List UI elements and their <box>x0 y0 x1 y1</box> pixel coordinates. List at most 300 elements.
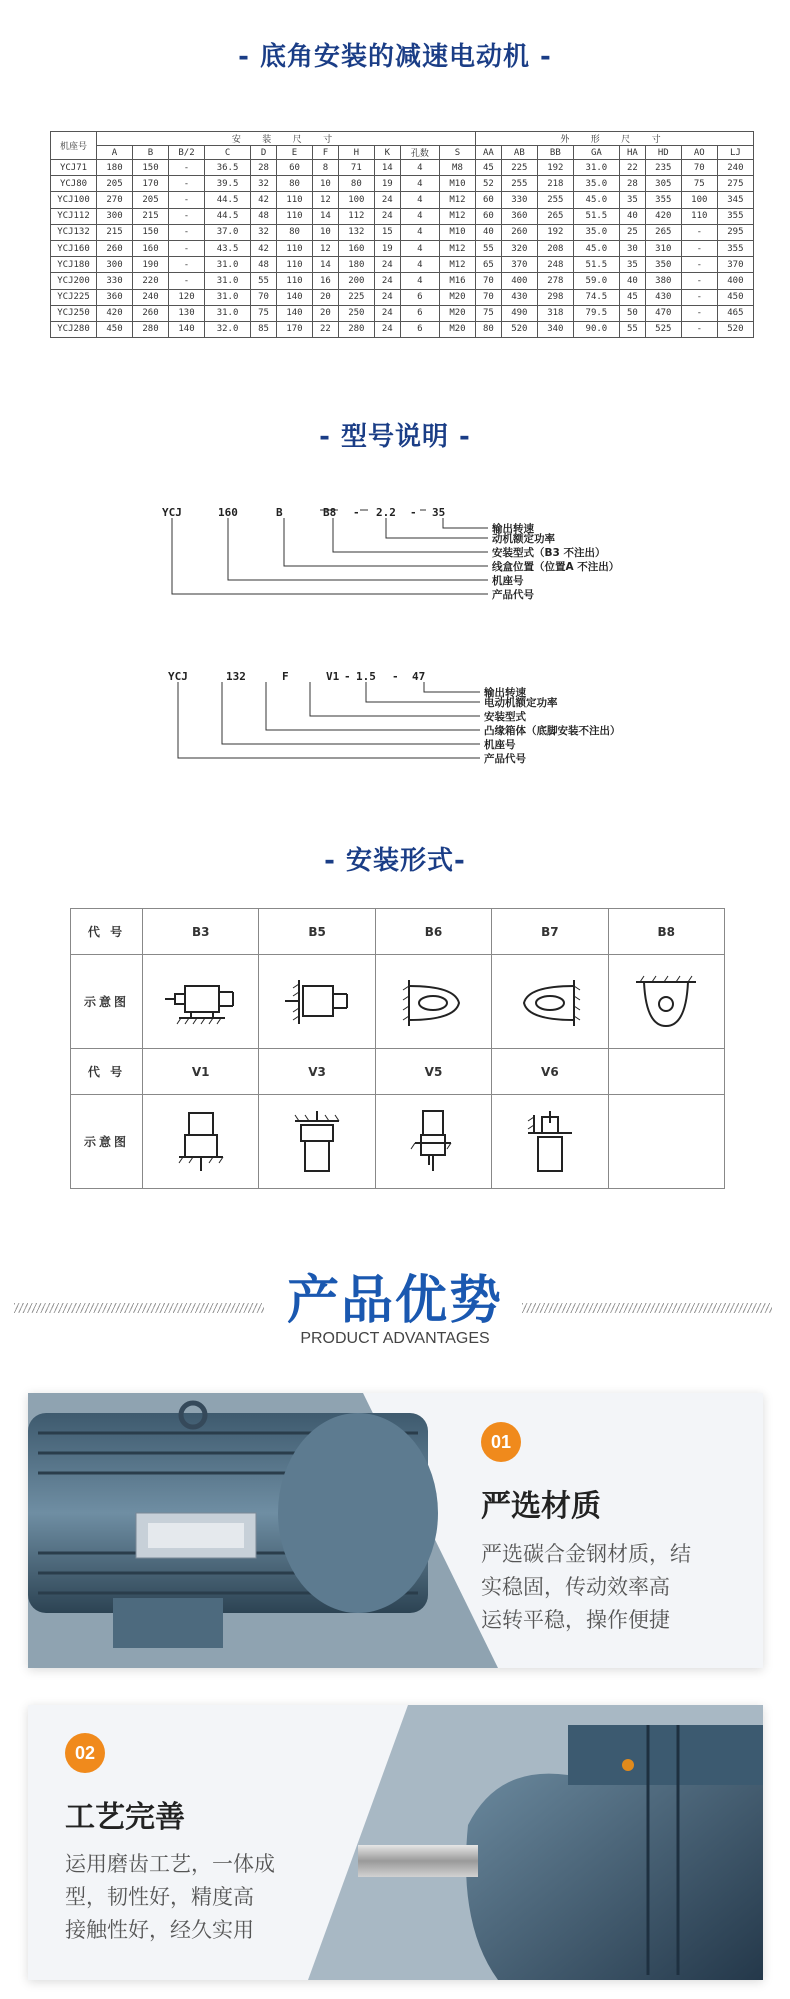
dims-cell: 465 <box>717 305 753 321</box>
dims-cell: - <box>169 208 205 224</box>
dims-cell: 12 <box>312 240 338 256</box>
dims-col-header: B <box>133 146 169 160</box>
dims-cell: 205 <box>97 176 133 192</box>
model-section-title: - 型号说明 - <box>319 422 471 452</box>
dims-cell: 300 <box>97 208 133 224</box>
dims-cell: 270 <box>97 192 133 208</box>
dims-cell: 110 <box>276 273 312 289</box>
dims-cell: 280 <box>133 321 169 337</box>
dims-cell: 45.0 <box>573 240 619 256</box>
dims-cell: 24 <box>374 208 400 224</box>
dims-cell: 100 <box>681 192 717 208</box>
dims-cell: 170 <box>276 321 312 337</box>
dims-cell: 14 <box>312 257 338 273</box>
advantage-2-line-2: 型，韧性好，精度高 <box>65 1885 254 1909</box>
dims-cell: 160 <box>338 240 374 256</box>
dims-cell: 430 <box>645 289 681 305</box>
mount-code-b6: B6 <box>375 909 491 955</box>
dims-cell: 470 <box>645 305 681 321</box>
dims-col-header: GA <box>573 146 619 160</box>
dims-cell: 140 <box>276 305 312 321</box>
dims-cell: 80 <box>338 176 374 192</box>
model-2-code-flange: F <box>282 670 289 683</box>
dims-cell: 74.5 <box>573 289 619 305</box>
b3-mount-icon <box>161 972 241 1032</box>
dims-cell: 40 <box>619 208 645 224</box>
code-label-2: 代 号 <box>71 1049 143 1095</box>
outline-dims-header: 外 形 尺 寸 <box>475 132 753 146</box>
dims-cell: 140 <box>276 289 312 305</box>
dims-cell: M16 <box>439 273 475 289</box>
dims-row <box>51 273 754 289</box>
mount-section-title: - 安装形式- <box>324 846 466 876</box>
advantage-1-number-badge: 01 <box>481 1422 521 1462</box>
dims-cell: 430 <box>501 289 537 305</box>
model-2-label-mount: 安装型式 <box>484 711 526 723</box>
dims-cell: 44.5 <box>205 192 251 208</box>
v3-diagram <box>259 1095 375 1189</box>
dims-col-header: S <box>439 146 475 160</box>
dims-cell: 150 <box>133 160 169 176</box>
b7-diagram <box>492 955 608 1049</box>
advantage-1-line-2: 实稳固，传动效率高 <box>481 1575 670 1599</box>
dims-cell: 40 <box>475 224 501 240</box>
dims-cell: M20 <box>439 321 475 337</box>
mount-code-b8: B8 <box>608 909 724 955</box>
dims-cell: - <box>681 289 717 305</box>
dims-cell: 70 <box>251 289 277 305</box>
dims-cell: 345 <box>717 192 753 208</box>
dims-cell: 44.5 <box>205 208 251 224</box>
dims-cell: 48 <box>251 208 277 224</box>
advantage-1-line-3: 运转平稳，操作便捷 <box>481 1608 670 1632</box>
dims-cell: 355 <box>717 240 753 256</box>
dims-cell: 37.0 <box>205 224 251 240</box>
model-1-label-mount: 安装型式（B3 不注出） <box>492 547 606 559</box>
dims-cell: 350 <box>645 257 681 273</box>
dims-cell: 22 <box>312 321 338 337</box>
model-2-dash-2: - <box>392 670 399 683</box>
v1-mount-icon <box>161 1107 241 1177</box>
dims-cell: 520 <box>501 321 537 337</box>
dims-cell: 208 <box>537 240 573 256</box>
dims-cell: 255 <box>501 176 537 192</box>
dims-cell: 110 <box>681 208 717 224</box>
dims-cell: 24 <box>374 305 400 321</box>
dims-cell: 35 <box>619 192 645 208</box>
advantage-1-line-1: 严选碳合金钢材质，结 <box>481 1542 691 1566</box>
dims-cell: 180 <box>97 160 133 176</box>
dims-cell: 60 <box>475 192 501 208</box>
dims-cell: 30 <box>619 240 645 256</box>
model-2-label-series: 产品代号 <box>484 753 526 765</box>
dims-cell: 4 <box>400 176 439 192</box>
advantages-title: 产品优势 <box>286 1271 503 1331</box>
dims-cell: 112 <box>338 208 374 224</box>
dimensions-body <box>51 160 754 338</box>
dims-row-model: YCJ132 <box>51 224 97 240</box>
dims-row-model: YCJ225 <box>51 289 97 305</box>
dims-cell: 31.0 <box>205 273 251 289</box>
dims-cell: 150 <box>133 224 169 240</box>
dims-cell: 355 <box>645 192 681 208</box>
dims-cell: 205 <box>133 192 169 208</box>
mount-code-v3: V3 <box>259 1049 375 1095</box>
dims-cell: 90.0 <box>573 321 619 337</box>
dims-cell: 36.5 <box>205 160 251 176</box>
dims-cell: 190 <box>133 257 169 273</box>
model-1-dash-1: - <box>353 506 360 519</box>
column-header-row <box>51 146 754 160</box>
dims-cell: 360 <box>97 289 133 305</box>
v5-diagram <box>375 1095 491 1189</box>
reducer-section-title: - 底角安装的减速电动机 - <box>238 42 552 72</box>
dims-cell: 110 <box>276 240 312 256</box>
dims-cell: 260 <box>501 224 537 240</box>
dims-cell: 298 <box>537 289 573 305</box>
b8-mount-icon <box>626 972 706 1032</box>
dims-cell: 490 <box>501 305 537 321</box>
dims-cell: 4 <box>400 208 439 224</box>
dims-cell: 70 <box>681 160 717 176</box>
dims-cell: - <box>169 273 205 289</box>
v3-mount-icon <box>277 1107 357 1177</box>
model-1-label-power: 动机额定功率 <box>492 533 555 545</box>
dims-row-model: YCJ160 <box>51 240 97 256</box>
dims-cell: 260 <box>97 240 133 256</box>
seat-header: 机座号 <box>51 132 97 160</box>
empty-diagram <box>608 1095 724 1189</box>
model-1-code-frame: 160 <box>218 506 238 519</box>
dims-cell: 110 <box>276 208 312 224</box>
dims-row-model: YCJ180 <box>51 257 97 273</box>
dims-cell: 235 <box>645 160 681 176</box>
dims-cell: 15 <box>374 224 400 240</box>
dims-cell: - <box>681 224 717 240</box>
dims-cell: 340 <box>537 321 573 337</box>
dims-cell: 45.0 <box>573 192 619 208</box>
model-2-code-mount: V1 <box>326 670 340 683</box>
dims-cell: 10 <box>312 224 338 240</box>
model-1-label-series: 产品代号 <box>492 589 534 601</box>
dims-cell: 6 <box>400 305 439 321</box>
dims-cell: 12 <box>312 192 338 208</box>
dims-cell: 48 <box>251 257 277 273</box>
dims-col-header: AO <box>681 146 717 160</box>
dims-cell: 255 <box>537 192 573 208</box>
mount-code-v1: V1 <box>143 1049 259 1095</box>
install-dims-header: 安 装 尺 寸 <box>97 132 476 146</box>
v6-diagram <box>492 1095 608 1189</box>
dims-cell: 4 <box>400 160 439 176</box>
dims-cell: 525 <box>645 321 681 337</box>
dims-cell: 275 <box>717 176 753 192</box>
dims-cell: 330 <box>501 192 537 208</box>
dims-cell: M10 <box>439 224 475 240</box>
dims-cell: 28 <box>619 176 645 192</box>
dims-cell: 31.0 <box>205 289 251 305</box>
dims-cell: 32 <box>251 176 277 192</box>
dims-col-header: LJ <box>717 146 753 160</box>
model-2-label-speed: 输出转速 <box>484 687 526 699</box>
dims-row <box>51 240 754 256</box>
dims-cell: 79.5 <box>573 305 619 321</box>
dims-cell: - <box>169 160 205 176</box>
dims-cell: 25 <box>619 224 645 240</box>
dims-cell: 80 <box>276 176 312 192</box>
model-2-code-speed: 47 <box>412 670 426 683</box>
dims-row-model: YCJ250 <box>51 305 97 321</box>
dims-cell: 120 <box>169 289 205 305</box>
dims-cell: 380 <box>645 273 681 289</box>
dims-cell: 265 <box>537 208 573 224</box>
dims-cell: 59.0 <box>573 273 619 289</box>
dims-cell: 4 <box>400 192 439 208</box>
model-1-code-box: B <box>276 506 283 519</box>
dims-cell: 400 <box>717 273 753 289</box>
b6-diagram <box>375 955 491 1049</box>
dims-cell: 35.0 <box>573 224 619 240</box>
dims-row-model: YCJ112 <box>51 208 97 224</box>
advantage-2-number-badge: 02 <box>65 1733 105 1773</box>
dims-col-header: B/2 <box>169 146 205 160</box>
dims-cell: 70 <box>475 273 501 289</box>
model-2-dash-1: - <box>344 670 351 683</box>
dims-cell: 300 <box>97 257 133 273</box>
dims-cell: 24 <box>374 289 400 305</box>
dimensions-table <box>50 131 754 338</box>
dims-cell: 55 <box>475 240 501 256</box>
model-1-code-mount: B8 <box>323 506 337 519</box>
dims-cell: 420 <box>97 305 133 321</box>
dims-cell: 75 <box>681 176 717 192</box>
dims-cell: 100 <box>338 192 374 208</box>
dims-cell: 265 <box>645 224 681 240</box>
dims-cell: 355 <box>717 208 753 224</box>
model-2-label-flange: 凸缘箱体（底脚安装不注出） <box>484 725 621 737</box>
dims-row <box>51 160 754 176</box>
dims-cell: 140 <box>169 321 205 337</box>
dims-cell: 370 <box>717 257 753 273</box>
b7-mount-icon <box>510 972 590 1032</box>
dims-cell: 170 <box>133 176 169 192</box>
b6-mount-icon <box>393 972 473 1032</box>
advantage-2-title: 工艺完善 <box>65 1800 185 1835</box>
mount-code-empty <box>608 1049 724 1095</box>
advantage-2-line-1: 运用磨齿工艺，一体成 <box>65 1852 275 1876</box>
model-1-dash-2: - <box>410 506 417 519</box>
model-diagram-1 <box>160 500 660 640</box>
dims-cell: 60 <box>475 208 501 224</box>
model-1-code-series: YCJ <box>162 506 182 519</box>
dims-cell: 55 <box>251 273 277 289</box>
dims-row-model: YCJ71 <box>51 160 97 176</box>
dims-cell: - <box>681 305 717 321</box>
mounting-forms-table <box>70 908 725 1189</box>
dims-cell: 305 <box>645 176 681 192</box>
advantage-2-line-3: 接触性好，经久实用 <box>65 1918 254 1942</box>
dims-cell: 35.0 <box>573 176 619 192</box>
dims-cell: 43.5 <box>205 240 251 256</box>
diagram-label-2: 示意图 <box>71 1095 143 1189</box>
dims-cell: 20 <box>312 305 338 321</box>
dims-cell: 370 <box>501 257 537 273</box>
dims-cell: 4 <box>400 224 439 240</box>
dims-cell: 400 <box>501 273 537 289</box>
dims-row <box>51 208 754 224</box>
dims-cell: M12 <box>439 240 475 256</box>
model-2-label-power: 电动机额定功率 <box>484 697 558 709</box>
dims-col-header: D <box>251 146 277 160</box>
dims-cell: - <box>169 192 205 208</box>
dims-col-header: BB <box>537 146 573 160</box>
dims-cell: 295 <box>717 224 753 240</box>
dims-col-header: HD <box>645 146 681 160</box>
dims-cell: - <box>681 273 717 289</box>
dims-row-model: YCJ200 <box>51 273 97 289</box>
dims-cell: 31.0 <box>205 305 251 321</box>
dims-cell: 450 <box>717 289 753 305</box>
motor-photo <box>28 1393 498 1668</box>
dims-col-header: HA <box>619 146 645 160</box>
dims-col-header: 孔数 <box>400 146 439 160</box>
model-1-label-frame: 机座号 <box>492 575 524 587</box>
dims-cell: - <box>169 224 205 240</box>
dims-cell: 132 <box>338 224 374 240</box>
advantage-2-description <box>65 1848 305 1947</box>
mount-code-v6: V6 <box>492 1049 608 1095</box>
dims-cell: 4 <box>400 240 439 256</box>
dims-col-header: F <box>312 146 338 160</box>
dims-cell: 60 <box>276 160 312 176</box>
dims-cell: 55 <box>619 321 645 337</box>
dims-cell: 51.5 <box>573 208 619 224</box>
dims-row <box>51 257 754 273</box>
dims-cell: 22 <box>619 160 645 176</box>
dims-cell: 8 <box>312 160 338 176</box>
dims-cell: 6 <box>400 321 439 337</box>
dims-row-model: YCJ100 <box>51 192 97 208</box>
dims-cell: 278 <box>537 273 573 289</box>
dims-cell: 280 <box>338 321 374 337</box>
dims-cell: 4 <box>400 257 439 273</box>
diagram-label-1: 示意图 <box>71 955 143 1049</box>
advantages-subtitle: PRODUCT ADVANTAGES <box>300 1330 490 1347</box>
dims-cell: 130 <box>169 305 205 321</box>
dims-cell: 110 <box>276 257 312 273</box>
dims-cell: 200 <box>338 273 374 289</box>
v5-mount-icon <box>393 1107 473 1177</box>
advantage-card-1 <box>28 1393 763 1668</box>
dims-cell: 51.5 <box>573 257 619 273</box>
dims-cell: 70 <box>475 289 501 305</box>
b5-diagram <box>259 955 375 1049</box>
dims-cell: 32.0 <box>205 321 251 337</box>
dims-cell: 360 <box>501 208 537 224</box>
dims-cell: 32 <box>251 224 277 240</box>
model-1-label-speed: 输出转速 <box>492 523 534 535</box>
mount-code-v5: V5 <box>375 1049 491 1095</box>
model-2-label-frame: 机座号 <box>484 739 516 751</box>
dims-row <box>51 192 754 208</box>
dims-col-header: A <box>97 146 133 160</box>
dims-cell: 6 <box>400 289 439 305</box>
dims-cell: - <box>681 257 717 273</box>
advantage-card-2 <box>28 1705 763 1980</box>
dims-cell: 310 <box>645 240 681 256</box>
dims-cell: 71 <box>338 160 374 176</box>
dims-col-header: K <box>374 146 400 160</box>
dims-cell: 225 <box>501 160 537 176</box>
dims-row <box>51 224 754 240</box>
dims-cell: 4 <box>400 273 439 289</box>
dims-cell: 220 <box>133 273 169 289</box>
dims-cell: 14 <box>374 160 400 176</box>
dims-cell: 42 <box>251 192 277 208</box>
b3-diagram <box>143 955 259 1049</box>
dims-cell: 225 <box>338 289 374 305</box>
v1-diagram <box>143 1095 259 1189</box>
dims-row <box>51 321 754 337</box>
dims-col-header: AB <box>501 146 537 160</box>
dims-cell: 330 <box>97 273 133 289</box>
v6-mount-icon <box>510 1107 590 1177</box>
dims-col-header: AA <box>475 146 501 160</box>
model-1-code-power: 2.2 <box>376 506 396 519</box>
dims-cell: 52 <box>475 176 501 192</box>
dims-cell: 75 <box>251 305 277 321</box>
dims-cell: 19 <box>374 176 400 192</box>
dims-col-header: E <box>276 146 312 160</box>
mount-code-b5: B5 <box>259 909 375 955</box>
b8-diagram <box>608 955 724 1049</box>
dims-cell: 39.5 <box>205 176 251 192</box>
dims-cell: 75 <box>475 305 501 321</box>
dims-cell: 24 <box>374 321 400 337</box>
dims-row-model: YCJ80 <box>51 176 97 192</box>
dims-cell: 240 <box>133 289 169 305</box>
dims-cell: 110 <box>276 192 312 208</box>
model-diagram-2 <box>166 664 666 794</box>
dims-cell: 24 <box>374 273 400 289</box>
dims-cell: 40 <box>619 273 645 289</box>
dims-col-header: H <box>338 146 374 160</box>
dims-cell: 19 <box>374 240 400 256</box>
dims-cell: 35 <box>619 257 645 273</box>
dims-cell: 20 <box>312 289 338 305</box>
dims-cell: 180 <box>338 257 374 273</box>
dims-cell: 520 <box>717 321 753 337</box>
dims-cell: 160 <box>133 240 169 256</box>
dims-cell: M12 <box>439 257 475 273</box>
advantage-1-title: 严选材质 <box>481 1489 601 1524</box>
model-2-code-series: YCJ <box>168 670 188 683</box>
dims-cell: 24 <box>374 257 400 273</box>
dims-cell: 28 <box>251 160 277 176</box>
dims-row-model: YCJ280 <box>51 321 97 337</box>
dims-col-header: C <box>205 146 251 160</box>
b5-mount-icon <box>277 972 357 1032</box>
dims-cell: 248 <box>537 257 573 273</box>
dims-cell: M20 <box>439 289 475 305</box>
dims-cell: 42 <box>251 240 277 256</box>
dims-row <box>51 176 754 192</box>
dims-cell: - <box>169 257 205 273</box>
dims-cell: 192 <box>537 224 573 240</box>
dims-cell: - <box>169 176 205 192</box>
dims-cell: 318 <box>537 305 573 321</box>
dims-cell: M8 <box>439 160 475 176</box>
